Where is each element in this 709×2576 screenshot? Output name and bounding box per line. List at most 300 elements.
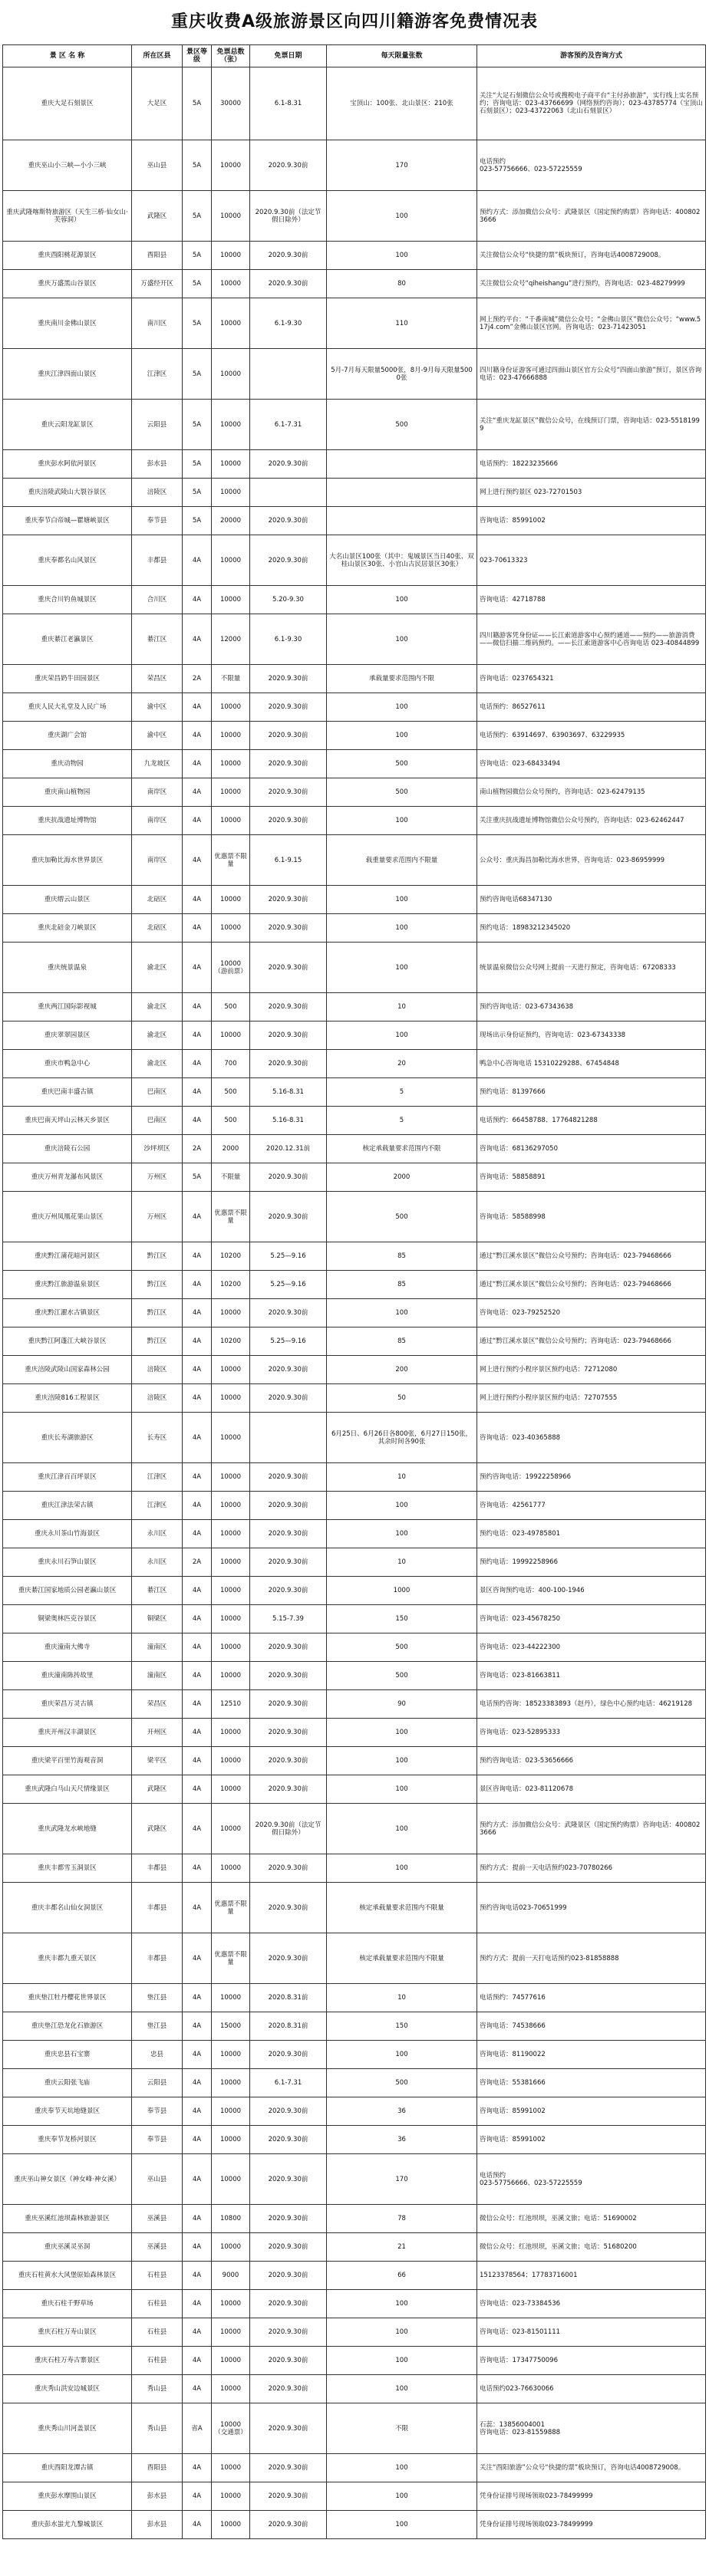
quota-cell: 10800	[212, 2205, 250, 2233]
scenic-name-cell: 重庆巴南天坪山云林天乡景区	[3, 1107, 132, 1135]
quota-cell: 10000	[212, 1719, 250, 1747]
daily-limit-cell: 100	[327, 2290, 477, 2318]
quota-cell: 10000（交通票）	[212, 2403, 250, 2454]
date-cell: 6.1-7.31	[250, 400, 327, 450]
scenic-name-cell: 重庆巴南丰盛古镇	[3, 1078, 132, 1107]
district-cell: 万州区	[132, 1192, 183, 1242]
table-row	[3, 1690, 706, 1719]
quota-cell: 10000	[212, 2041, 250, 2069]
district-cell: 渝北区	[132, 1022, 183, 1050]
date-cell: 2020.9.30前	[250, 1022, 327, 1050]
daily-limit-cell: 150	[327, 1605, 477, 1633]
quota-cell: 2000	[212, 1135, 250, 1163]
date-cell: 2020.9.30前	[250, 2375, 327, 2403]
level-cell: 4A	[183, 2012, 212, 2041]
daily-limit-cell: 36	[327, 2097, 477, 2126]
reservation-cell: 咨询电话：023-68433494	[477, 750, 706, 778]
district-cell: 丰都县	[132, 1854, 183, 1883]
scenic-name-cell: 重庆武隆喀斯特旅游区（天生三桥·仙女山·芙蓉洞）	[3, 191, 132, 242]
quota-cell: 500	[212, 993, 250, 1022]
level-cell: 省A	[183, 2403, 212, 2454]
daily-limit-cell: 100	[327, 1492, 477, 1520]
daily-limit-cell: 载重量要求范围内不限量	[327, 835, 477, 886]
table-row	[3, 886, 706, 914]
table-row	[3, 693, 706, 722]
date-cell	[250, 479, 327, 507]
table-row	[3, 140, 706, 191]
quota-cell: 10000	[212, 1022, 250, 1050]
level-cell: 4A	[183, 2290, 212, 2318]
level-cell: 4A	[183, 1883, 212, 1933]
reservation-cell: 预约咨询电话023-70651999	[477, 1883, 706, 1933]
table-row	[3, 1384, 706, 1413]
district-cell: 江津区	[132, 349, 183, 400]
scenic-name-cell: 重庆黔江蒲花暗河景区	[3, 1242, 132, 1271]
level-cell: 4A	[183, 750, 212, 778]
date-cell: 2020.9.30前	[250, 2097, 327, 2126]
reservation-cell: 咨询电话：85991002	[477, 507, 706, 535]
quota-cell: 9000	[212, 2262, 250, 2290]
reservation-cell: 预约电话：023-49785801	[477, 1520, 706, 1548]
daily-limit-cell: 100	[327, 2347, 477, 2375]
date-cell: 2020.9.30前	[250, 2482, 327, 2511]
scenic-name-cell: 重庆石柱万寿山景区	[3, 2318, 132, 2347]
district-cell: 渝中区	[132, 722, 183, 750]
table-row	[3, 1271, 706, 1299]
table-row	[3, 1984, 706, 2012]
table-row	[3, 1413, 706, 1463]
table-row	[3, 1605, 706, 1633]
daily-limit-cell: 100	[327, 1299, 477, 1327]
scenic-name-cell: 重庆巫溪红池坝森林旅游景区	[3, 2205, 132, 2233]
date-cell: 2020.9.30前	[250, 450, 327, 479]
reservation-cell: 关注微信公众号“快捷的票”板块预订，咨询电话4008729008。	[477, 242, 706, 270]
quota-cell: 10000	[212, 1413, 250, 1463]
table-row	[3, 835, 706, 886]
date-cell: 2020.9.30前	[250, 242, 327, 270]
level-cell: 4A	[183, 1933, 212, 1984]
reservation-cell: 咨询电话：55381666	[477, 2069, 706, 2097]
daily-limit-cell: 500	[327, 1192, 477, 1242]
daily-limit-cell: 80	[327, 270, 477, 298]
date-cell: 5.16-8.31	[250, 1078, 327, 1107]
level-cell: 2A	[183, 1135, 212, 1163]
date-cell: 2020.9.30前	[250, 993, 327, 1022]
scenic-name-cell: 重庆江津四面山景区	[3, 349, 132, 400]
district-cell: 渝北区	[132, 943, 183, 993]
scenic-name-cell: 重庆涪陵816工程景区	[3, 1384, 132, 1413]
table-row	[3, 1356, 706, 1384]
date-cell: 5.16-8.31	[250, 1107, 327, 1135]
scenic-name-cell: 重庆石柱黄水大风堡原始森林景区	[3, 2262, 132, 2290]
daily-limit-cell: 100	[327, 2454, 477, 2482]
scenic-name-cell: 重庆黔江濯水古镇景区	[3, 1299, 132, 1327]
quota-cell: 10200	[212, 1327, 250, 1356]
daily-limit-cell: 100	[327, 242, 477, 270]
district-cell: 忠县	[132, 2041, 183, 2069]
level-cell: 4A	[183, 2069, 212, 2097]
daily-limit-cell: 90	[327, 1690, 477, 1719]
reservation-cell: 咨询电话：58588998	[477, 1192, 706, 1242]
district-cell: 巴南区	[132, 1107, 183, 1135]
daily-limit-cell: 100	[327, 2318, 477, 2347]
reservation-cell: 咨询电话：42561777	[477, 1492, 706, 1520]
reservation-cell: 预约咨询电话：023-53656666	[477, 1747, 706, 1775]
scenic-name-cell: 重庆翠翠园景区	[3, 1022, 132, 1050]
daily-limit-cell: 85	[327, 1242, 477, 1271]
scenic-name-cell: 重庆南川金佛山景区	[3, 298, 132, 349]
scenic-name-cell: 重庆统景温泉	[3, 943, 132, 993]
table-row	[3, 1050, 706, 1078]
daily-limit-cell: 不限	[327, 2403, 477, 2454]
daily-limit-cell: 100	[327, 1022, 477, 1050]
date-cell: 2020.9.30前	[250, 1719, 327, 1747]
table-row	[3, 2205, 706, 2233]
reservation-cell: 景区咨询电话：023-81120678	[477, 1775, 706, 1804]
level-cell: 4A	[183, 586, 212, 614]
level-cell: 4A	[183, 2205, 212, 2233]
date-cell: 2020.9.30前	[250, 2347, 327, 2375]
level-cell: 4A	[183, 1577, 212, 1605]
reservation-cell: 微信公众号：红池坝坝，巫溪文旅；电话：51680200	[477, 2233, 706, 2262]
table-row	[3, 2403, 706, 2454]
district-cell: 彭水县	[132, 2482, 183, 2511]
district-cell: 云阳县	[132, 400, 183, 450]
table-row	[3, 242, 706, 270]
level-cell: 4A	[183, 1775, 212, 1804]
reservation-cell: 咨询电话：0237654321	[477, 665, 706, 693]
level-cell: 5A	[183, 1163, 212, 1192]
level-cell: 4A	[183, 993, 212, 1022]
quota-cell: 10000	[212, 2097, 250, 2126]
table-row	[3, 535, 706, 586]
scenic-name-cell: 重庆涪陵武陵山国家森林公园	[3, 1356, 132, 1384]
table-row	[3, 778, 706, 807]
date-cell: 2020.9.30前	[250, 1633, 327, 1662]
daily-limit-cell: 10	[327, 1463, 477, 1492]
reservation-cell: 南山植物园微信公众号预约，咨询电话：023-62479135	[477, 778, 706, 807]
district-cell: 北碚区	[132, 914, 183, 943]
reservation-cell: 15123378564；17783716001	[477, 2262, 706, 2290]
page-title: 重庆收费A级旅游景区向四川籍游客免费情况表	[170, 12, 539, 31]
table-row	[3, 1548, 706, 1577]
quota-cell: 优惠票不限量	[212, 1933, 250, 1984]
date-cell: 2020.9.30前	[250, 2205, 327, 2233]
district-cell: 奉节县	[132, 507, 183, 535]
scenic-name-cell: 重庆云阳张飞庙	[3, 2069, 132, 2097]
daily-limit-cell: 36	[327, 2126, 477, 2154]
scenic-name-cell: 重庆石柱万寿古寨景区	[3, 2347, 132, 2375]
level-cell: 4A	[183, 2126, 212, 2154]
date-cell: 2020.9.30前	[250, 1520, 327, 1548]
scenic-name-cell: 重庆酉阳桃花源景区	[3, 242, 132, 270]
date-cell: 2020.12.31前	[250, 1135, 327, 1163]
reservation-cell: 咨询电话：023-79252520	[477, 1299, 706, 1327]
level-cell: 4A	[183, 1854, 212, 1883]
scenic-name-cell: 重庆江津法荣古镇	[3, 1492, 132, 1520]
table-row	[3, 1135, 706, 1163]
district-cell: 开州区	[132, 1719, 183, 1747]
table-row	[3, 2069, 706, 2097]
quota-cell: 10000	[212, 400, 250, 450]
date-cell: 2020.9.30前	[250, 1883, 327, 1933]
level-cell: 5A	[183, 450, 212, 479]
district-cell: 南岸区	[132, 778, 183, 807]
table-row	[3, 1854, 706, 1883]
table-row	[3, 1633, 706, 1662]
table-row	[3, 2233, 706, 2262]
column-header: 免票日期	[250, 45, 327, 67]
date-cell: 2020.8.31前	[250, 1984, 327, 2012]
daily-limit-cell: 150	[327, 2012, 477, 2041]
table-row	[3, 2511, 706, 2539]
quota-cell: 10000	[212, 914, 250, 943]
daily-limit-cell: 500	[327, 778, 477, 807]
scenic-name-cell: 重庆潼南大佛寺	[3, 1633, 132, 1662]
daily-limit-cell: 大名山景区100张（其中：鬼城景区当日40张、双桂山景区30张、小官山古民居景区30张）	[327, 535, 477, 586]
daily-limit-cell: 100	[327, 2511, 477, 2539]
daily-limit-cell: 6月25日、6月26日各800张，6月27日150张，其余时间各90张	[327, 1413, 477, 1463]
daily-limit-cell: 100	[327, 191, 477, 242]
daily-limit-cell: 100	[327, 1804, 477, 1854]
level-cell: 4A	[183, 886, 212, 914]
level-cell: 4A	[183, 943, 212, 993]
reservation-cell: 咨询电话：58858891	[477, 1163, 706, 1192]
daily-limit-cell: 100	[327, 2375, 477, 2403]
date-cell: 2020.9.30前	[250, 2290, 327, 2318]
date-cell: 2020.9.30前（法定节假日除外）	[250, 191, 327, 242]
daily-limit-cell: 10	[327, 993, 477, 1022]
daily-limit-cell: 100	[327, 914, 477, 943]
table-row	[3, 943, 706, 993]
column-header: 每天限量张数	[327, 45, 477, 67]
scenic-name-cell: 重庆南山植物园	[3, 778, 132, 807]
reservation-cell: 网上进行预约景区 023-72701503	[477, 479, 706, 507]
district-cell: 垫江县	[132, 2012, 183, 2041]
reservation-cell: 关注“重庆龙缸景区”微信公众号，在线预订门票，咨询电话：023-55181999	[477, 400, 706, 450]
scenic-name-cell: 重庆丰都名山仙女洞景区	[3, 1883, 132, 1933]
date-cell: 6.1-7.31	[250, 2069, 327, 2097]
daily-limit-cell: 85	[327, 1327, 477, 1356]
quota-cell: 10000	[212, 270, 250, 298]
scenic-name-cell: 重庆万州青龙瀑布风景区	[3, 1163, 132, 1192]
scenic-name-cell: 重庆北碚金刀峡景区	[3, 914, 132, 943]
level-cell: 5A	[183, 507, 212, 535]
level-cell: 4A	[183, 2097, 212, 2126]
daily-limit-cell	[327, 479, 477, 507]
reservation-cell: 电话预约 023-57756666、023-57225559	[477, 2154, 706, 2205]
table-row	[3, 1577, 706, 1605]
district-cell: 荣昌区	[132, 1690, 183, 1719]
quota-cell: 10000	[212, 2126, 250, 2154]
table-row	[3, 1775, 706, 1804]
date-cell: 2020.9.30前	[250, 886, 327, 914]
district-cell: 彭水县	[132, 450, 183, 479]
reservation-cell: 电话预约023-76630066	[477, 2375, 706, 2403]
reservation-cell: 预约电话：19992258966	[477, 1548, 706, 1577]
level-cell: 4A	[183, 1384, 212, 1413]
quota-cell: 10000	[212, 1492, 250, 1520]
scenic-name-cell: 重庆彭水蚩尤九黎城景区	[3, 2511, 132, 2539]
date-cell: 2020.9.30前	[250, 1492, 327, 1520]
district-cell: 永川区	[132, 1548, 183, 1577]
date-cell: 5.25—9.16	[250, 1327, 327, 1356]
reservation-cell: 网上进行预约小程序景区预约电话：72712080	[477, 1356, 706, 1384]
district-cell: 綦江区	[132, 1577, 183, 1605]
district-cell: 奉节县	[132, 2097, 183, 2126]
date-cell: 2020.9.30前	[250, 1577, 327, 1605]
reservation-cell: 电话预约 023-57756666、023-57225559	[477, 140, 706, 191]
quota-cell: 10000	[212, 1747, 250, 1775]
level-cell: 4A	[183, 1662, 212, 1690]
table-row	[3, 2318, 706, 2347]
level-cell: 5A	[183, 140, 212, 191]
date-cell: 2020.9.30前	[250, 778, 327, 807]
quota-cell: 10000	[212, 586, 250, 614]
quota-cell: 15000	[212, 2012, 250, 2041]
table-row	[3, 1520, 706, 1548]
table-row	[3, 2126, 706, 2154]
quota-cell: 10200	[212, 1242, 250, 1271]
date-cell	[250, 349, 327, 400]
reservation-cell: 预约方式：添加微信公众号：武隆景区（国定预约购票）咨询电话：4008023666	[477, 1804, 706, 1854]
reservation-cell: 关注“大足石刻微信公众号或搜税电子商平台“主付孙旅游”，实行线上实名预约；咨询电话：023-43766699（网络预约咨询）；023-43785774（宝顶山石刻景区）；023-43722063（北山石刻景区）	[477, 67, 706, 140]
scenic-name-cell: 重庆荣昌万灵古镇	[3, 1690, 132, 1719]
level-cell: 4A	[183, 1242, 212, 1271]
scenic-name-cell: 重庆开州汉丰湖景区	[3, 1719, 132, 1747]
daily-limit-cell: 170	[327, 140, 477, 191]
date-cell: 5.20-9.30	[250, 586, 327, 614]
daily-limit-cell: 100	[327, 614, 477, 665]
district-cell: 北碚区	[132, 886, 183, 914]
reservation-cell: 石蕊：13856004001 咨询电话：023-81559888	[477, 2403, 706, 2454]
date-cell: 2020.9.30前	[250, 2403, 327, 2454]
level-cell: 4A	[183, 2454, 212, 2482]
quota-cell: 10000	[212, 242, 250, 270]
reservation-cell: 电话预约咨询：18523383893（赵丹），绿色中心预约电话：46219128	[477, 1690, 706, 1719]
level-cell: 4A	[183, 1413, 212, 1463]
date-cell: 2020.9.30前	[250, 535, 327, 586]
reservation-cell: 公众号：重庆海昌加勒比海水世界，咨询电话：023-86959999	[477, 835, 706, 886]
quota-cell: 优惠票不限量	[212, 1883, 250, 1933]
reservation-cell: 咨询电话：81190022	[477, 2041, 706, 2069]
table-row	[3, 349, 706, 400]
level-cell: 4A	[183, 1492, 212, 1520]
daily-limit-cell: 5	[327, 1107, 477, 1135]
reservation-cell: 预约电话：81397666	[477, 1078, 706, 1107]
daily-limit-cell: 500	[327, 1633, 477, 1662]
quota-cell: 10000	[212, 479, 250, 507]
table-row	[3, 1719, 706, 1747]
reservation-cell: 电话预约：74577616	[477, 1984, 706, 2012]
daily-limit-cell: 5	[327, 1078, 477, 1107]
daily-limit-cell: 100	[327, 2041, 477, 2069]
table-row	[3, 1933, 706, 1984]
quota-cell: 10000	[212, 2375, 250, 2403]
reservation-cell: 咨询电话：17347750096	[477, 2347, 706, 2375]
level-cell: 2A	[183, 1548, 212, 1577]
quota-cell: 10000	[212, 2318, 250, 2347]
table-row	[3, 750, 706, 778]
level-cell: 4A	[183, 1299, 212, 1327]
scenic-name-cell: 重庆奉节白帝城—瞿塘峡景区	[3, 507, 132, 535]
scenic-name-cell: 重庆武隆龙水峡地缝	[3, 1804, 132, 1854]
daily-limit-cell: 100	[327, 2482, 477, 2511]
district-cell: 武隆区	[132, 1775, 183, 1804]
district-cell: 沙坪坝区	[132, 1135, 183, 1163]
table-row	[3, 67, 706, 140]
date-cell: 2020.9.30前	[250, 1933, 327, 1984]
district-cell: 云阳县	[132, 2069, 183, 2097]
quota-cell: 10000	[212, 2069, 250, 2097]
scenic-name-cell: 重庆大足石刻景区	[3, 67, 132, 140]
district-cell: 南岸区	[132, 835, 183, 886]
date-cell: 2020.9.30前	[250, 665, 327, 693]
quota-cell: 不限量	[212, 665, 250, 693]
district-cell: 万盛经开区	[132, 270, 183, 298]
district-cell: 酉阳县	[132, 242, 183, 270]
district-cell: 万州区	[132, 1163, 183, 1192]
district-cell: 涪陵区	[132, 1384, 183, 1413]
quota-cell: 10000	[212, 1775, 250, 1804]
quota-cell: 10000	[212, 1548, 250, 1577]
table-row	[3, 191, 706, 242]
quota-cell: 10000	[212, 450, 250, 479]
district-cell: 巫山县	[132, 2154, 183, 2205]
daily-limit-cell: 78	[327, 2205, 477, 2233]
table-row	[3, 586, 706, 614]
quota-cell: 20000	[212, 507, 250, 535]
scenic-name-cell: 重庆人民大礼堂及人民广场	[3, 693, 132, 722]
scenic-name-cell: 重庆黔江旅游温泉景区	[3, 1271, 132, 1299]
district-cell: 丰都县	[132, 535, 183, 586]
date-cell: 2020.9.30前	[250, 1463, 327, 1492]
quota-cell: 10000	[212, 349, 250, 400]
daily-limit-cell: 170	[327, 2154, 477, 2205]
daily-limit-cell: 100	[327, 693, 477, 722]
level-cell: 4A	[183, 1050, 212, 1078]
reservation-cell: 四川籍身份证游客可通过四面山景区官方公众号“四面山旅游”预订，景区咨询电话：023-47666888	[477, 349, 706, 400]
quota-cell: 10000	[212, 1299, 250, 1327]
level-cell: 4A	[183, 1463, 212, 1492]
district-cell: 石柱县	[132, 2262, 183, 2290]
scenic-name-cell: 重庆垫江恐龙化石旅游区	[3, 2012, 132, 2041]
reservation-cell: 预约咨询电话：023-67343638	[477, 993, 706, 1022]
district-cell: 潼南区	[132, 1633, 183, 1662]
daily-limit-cell: 500	[327, 2069, 477, 2097]
scenic-name-cell: 重庆荣昌奶牛田园景区	[3, 665, 132, 693]
daily-limit-cell: 85	[327, 1271, 477, 1299]
district-cell: 渝北区	[132, 993, 183, 1022]
quota-cell: 12510	[212, 1690, 250, 1719]
level-cell: 4A	[183, 2347, 212, 2375]
district-cell: 丰都县	[132, 1883, 183, 1933]
district-cell: 荣昌区	[132, 665, 183, 693]
level-cell: 4A	[183, 1747, 212, 1775]
date-cell: 2020.9.30前	[250, 1163, 327, 1192]
reservation-cell: 咨询电话：023-45678250	[477, 1605, 706, 1633]
reservation-cell: 咨询电话：42718788	[477, 586, 706, 614]
quota-cell: 10000	[212, 807, 250, 835]
column-header: 景 区 名 称	[3, 45, 132, 67]
scenic-name-cell: 重庆黔江阿蓬江大峡谷景区	[3, 1327, 132, 1356]
district-cell: 南川区	[132, 298, 183, 349]
level-cell: 5A	[183, 298, 212, 349]
quota-cell: 10000	[212, 1463, 250, 1492]
reservation-cell: 023-70613323	[477, 535, 706, 586]
scenic-name-cell: 重庆奉都名山风景区	[3, 535, 132, 586]
scenic-name-cell: 重庆丰都九重天景区	[3, 1933, 132, 1984]
